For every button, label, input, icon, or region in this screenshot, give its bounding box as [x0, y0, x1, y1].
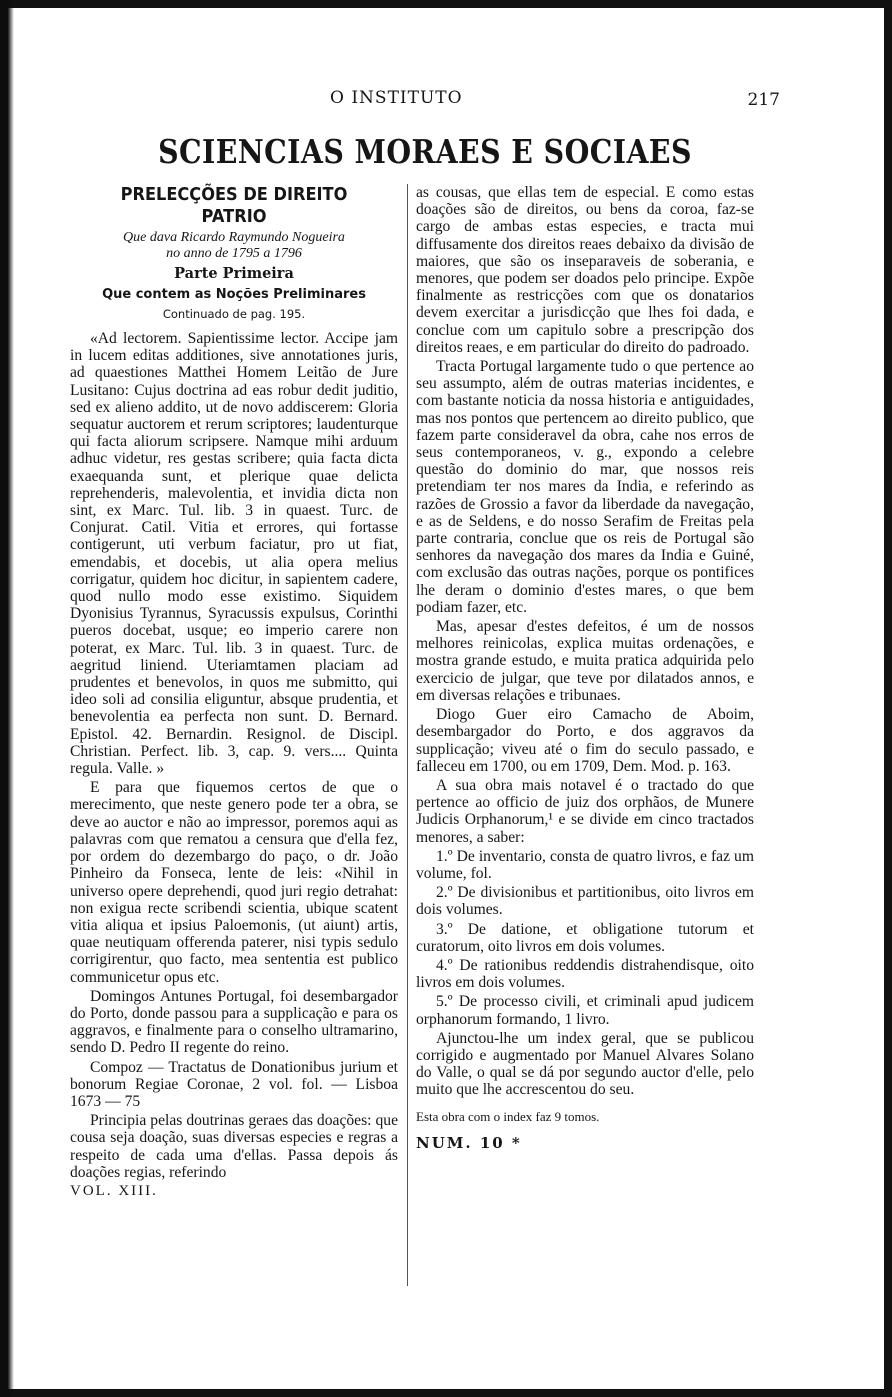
paragraph: A sua obra mais notavel é o tractado do que pertence ao officio de juiz dos orphãos, de Munere Judicis Orphanorum,¹ e se divide em cinco tractados menores, a saber: [416, 776, 754, 846]
journal-page [70, 88, 780, 1328]
paragraph: Diogo Guer eiro Camacho de Aboim, desembargador do Porto, e dos aggravos da supplicação; viveu até o fim do seculo passado, e falleceu em 1700, ou em 1709, Dem. Mod. p. 163. [416, 706, 754, 775]
article-subtitle: Que contem as Noções Preliminares [102, 287, 366, 302]
left-column [70, 184, 398, 1200]
paragraph: «Ad lectorem. Sapientissime lector. Accipe jam in lucem editas additiones, sive annotationes juris, ad quaestiones Matthei Homem Leitão de Jure Lusitano: Cujus doctrina ad eas robur dedit juditio, sed ex alieno addito, ut de novo addiscerem: Gloria sequatur auctorem et rerum scriptores; laudenturque qui facta aliorum scripsere. Namque mihi arduum adhuc videtur, res gestas scribere; quia facta dicta exaequanda sunt, et plerique quae delicta reprehenderis, malevolentia, et invidia dicta non sint, ex Marc. Tul. lib. 3 in quaest. Turc. de Conjurat. Catil. Vitia et errores, qui fortasse contigerunt, uti verbum faciatur, pro ut fiat, emendabis, et docebis, ut alia opera melius corrigatur, quidem hoc dicitur, in sapientem cadere, quod nullo modo esse existimo. Siquidem Dyonisius Tyrannus, Syracussis expulsus, Corinthi pueros docebat, usque; eo imperio carere non poterat, ex Marc. Tul. lib. 3 in quaest. Turc. de aegritud liniend. Uteriamtamen placiam ad prudentes et benevolos, in quos me submitto, qui ideo soli ad consilia eliguntur, absque prudentia, et benevolentia ea perfecta non sunt. D. Bernard. Epistol. 42. Bernardin. Resignol. de Discipl. Christian. Perfect. lib. 3, cap. 9. vers.... Quinta regula. Valle. » [70, 330, 398, 778]
paragraph: Compoz — Tractatus de Donationibus jurium et bonorum Regiae Coronae, 2 vol. fol. — Lisboa 1673 — 75 [70, 1058, 398, 1110]
section-title: SCIENCIAS MORAES E SOCIAES [158, 132, 692, 171]
scan-left-shadow [0, 0, 14, 1397]
article-author-line-1: Que dava Ricardo Raymundo Nogueira [123, 230, 345, 245]
article-author-line-2: no anno de 1795 a 1796 [166, 246, 302, 261]
paragraph: Mas, apesar d'estes defeitos, é um de nossos melhores reinicolas, explica muitas ordenações, e mostra grande estudo, e muita pratica adquirida pelo exercicio de julgar, que teve por dilatados annos, e em diversas relações e tribunaes. [416, 618, 754, 704]
running-title: O INSTITUTO [330, 88, 463, 108]
signature-mark: NUM. 10 * [416, 1133, 522, 1152]
article-part: Parte Primeira [174, 265, 294, 282]
running-head [70, 88, 780, 118]
paragraph: as cousas, que ellas tem de especial. E como estas doações são de direitos, ou bens da coroa, faz-se cargo de ambas estas especies, e tracta mui diffusamente dos direitos reaes debaixo da divisão de maiores, que são os inseparaveis de soberania, e menores, que podem ser doados pelo principe. Expõe finalmente as restricções com que os donatarios devem exercitar a jurisdicção que lhes foi dada, e conclue com um capitulo sobre a prescripção dos direitos reaes, e em particular do direito do padroado. [416, 184, 754, 356]
article-title: PRELECÇÕES DE DIREITO PATRIO [120, 184, 348, 227]
list-item: 5.º De processo civili, et criminali apud judicem orphanorum formando, 1 livro. [416, 993, 754, 1028]
paragraph: Tracta Portugal largamente tudo o que pertence ao seu assumpto, além de outras materias incidentes, e com bastante noticia da nossa historia e antiguidades, mas nos pontos que pertencem ao direito publico, que fazem parte consideravel da obra, cahe nos erros de seus contemporaneos, v. g., expondo a celebre questão do dominio do mar, que nossos reis pretendiam ter nos mares da India, e referindo as razões de Grossio a favor da liberdade da navegação, e as de Seldens, e do nosso Serafim de Freitas pela parte contraria, conclue que os reis de Portugal são senhores da navegação dos mares da India e Guiné, com exclusão das outras nações, porque os pontifices lhe deram o dominio d'estes mares, o que bem podiam fazer, etc. [416, 358, 754, 616]
list-item: 4.º De rationibus reddendis distrahendisque, oito livros em dois volumes. [416, 956, 754, 992]
footnote: Esta obra com o index faz 9 tomos. [416, 1108, 600, 1124]
paragraph: Domingos Antunes Portugal, foi desembargador do Porto, donde passou para a supplicação e para os aggravos, e finalmente para o conselho ultramarino, sendo D. Pedro II regente do reino. [70, 987, 398, 1057]
list-item: 2.º De divisionibus et partitionibus, oito livros em dois volumes. [416, 884, 754, 919]
list-item: 3.º De datione, et obligatione tutorum et curatorum, oito livros em dois volumes. [416, 920, 754, 955]
list-item: 1.º De inventario, consta de quatro livros, e faz um volume, fol. [416, 847, 754, 882]
right-column [416, 184, 754, 1152]
article-continued-note: Continuado de pag. 195. [162, 307, 306, 321]
paragraph: Ajunctou-lhe um index geral, que se publicou corrigido e augmentado por Manuel Alvares Solano do Valle, o qual se dá por segundo auctor d'elle, pelo muito que lhe accrescentou do seu. [416, 1029, 754, 1099]
page-number: 217 [747, 90, 780, 110]
volume-label: VOL. XIII. [70, 1182, 158, 1199]
column-divider [407, 184, 408, 1286]
paragraph: E para que fiquemos certos de que o merecimento, que neste genero pode ter a obra, se deve ao auctor e não ao impressor, poremos aqui as palavras com que rematou a censura que d'ella fez, por ordem do dezembargo do paço, o dr. João Pinheiro da Fonseca, lente de leis: «Nihil in universo opere deprehendi, quod juri regio detrahat: non exigua recte scribendi scientia, ubique scatent vitia aliqua et ipsius Paloemonis, (ut aiunt) artis, quae neutiquam offerenda paterer, nisi typis sedulo corrigirentur, quo facto, mea sententia est publico communicetur opus etc. [70, 779, 398, 986]
paragraph: Principia pelas doutrinas geraes das doações: que cousa seja doação, suas diversas especies e regras a respeito de cada uma d'ellas. Passa depois ás doações regias, referindo [70, 1112, 398, 1181]
